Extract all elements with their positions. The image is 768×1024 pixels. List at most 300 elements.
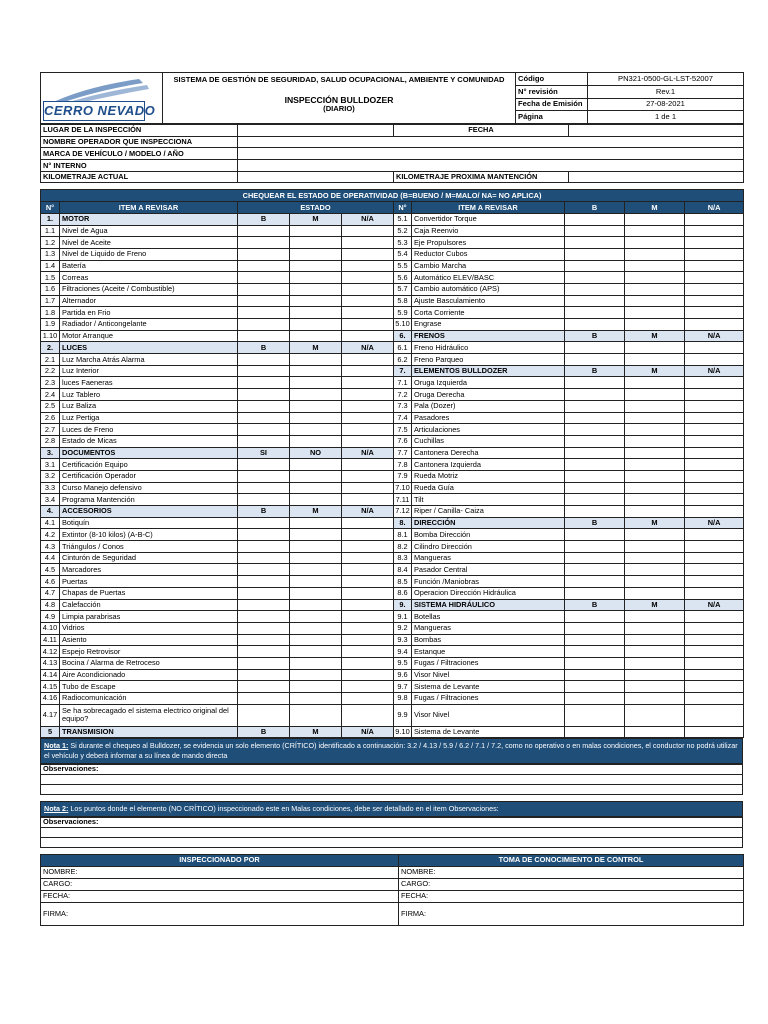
- check-na[interactable]: [342, 330, 394, 342]
- check-m[interactable]: [290, 669, 342, 681]
- check-b[interactable]: [238, 494, 290, 506]
- fecha-label: FECHA: [394, 125, 569, 137]
- check-b[interactable]: [565, 225, 625, 237]
- table-row: [41, 260, 744, 272]
- table-row: [41, 576, 744, 588]
- check-m[interactable]: [625, 494, 685, 506]
- check-b[interactable]: [565, 283, 625, 295]
- check-na[interactable]: [685, 611, 744, 623]
- lugar-field[interactable]: [238, 125, 394, 137]
- check-na[interactable]: [685, 213, 744, 225]
- check-m[interactable]: [290, 599, 342, 611]
- check-b[interactable]: [565, 470, 625, 482]
- check-m[interactable]: [625, 459, 685, 471]
- check-na[interactable]: [342, 704, 394, 726]
- check-b[interactable]: [238, 237, 290, 249]
- check-m[interactable]: [290, 541, 342, 553]
- check-b[interactable]: [238, 400, 290, 412]
- check-m[interactable]: [625, 342, 685, 354]
- check-na[interactable]: [342, 225, 394, 237]
- check-b[interactable]: [238, 260, 290, 272]
- check-m[interactable]: [625, 389, 685, 401]
- check-m[interactable]: [290, 564, 342, 576]
- left-fecha[interactable]: FECHA:: [41, 890, 399, 902]
- check-b[interactable]: [565, 447, 625, 459]
- check-m[interactable]: [290, 693, 342, 705]
- check-na[interactable]: [685, 564, 744, 576]
- check-b[interactable]: [238, 459, 290, 471]
- check-m[interactable]: [290, 248, 342, 260]
- check-na[interactable]: [685, 704, 744, 726]
- right-firma[interactable]: FIRMA:: [399, 902, 744, 925]
- operador-field[interactable]: [238, 136, 744, 148]
- check-na[interactable]: [342, 482, 394, 494]
- check-b[interactable]: [565, 646, 625, 658]
- check-na[interactable]: [342, 424, 394, 436]
- check-na[interactable]: [685, 319, 744, 331]
- check-na[interactable]: [342, 365, 394, 377]
- check-na[interactable]: [342, 517, 394, 529]
- check-na[interactable]: [685, 506, 744, 518]
- check-m[interactable]: [625, 726, 685, 738]
- check-m[interactable]: [290, 225, 342, 237]
- check-b[interactable]: [238, 330, 290, 342]
- check-b[interactable]: [238, 470, 290, 482]
- table-row: [41, 330, 744, 342]
- check-m[interactable]: [290, 587, 342, 599]
- check-m[interactable]: [290, 470, 342, 482]
- check-na[interactable]: [685, 354, 744, 366]
- check-na[interactable]: [685, 272, 744, 284]
- check-na[interactable]: [685, 634, 744, 646]
- check-b[interactable]: [238, 517, 290, 529]
- check-b[interactable]: [238, 354, 290, 366]
- item-number: 9.8: [394, 693, 412, 705]
- check-na[interactable]: [342, 459, 394, 471]
- check-na[interactable]: [685, 726, 744, 738]
- check-m[interactable]: [290, 237, 342, 249]
- check-na[interactable]: [685, 587, 744, 599]
- check-m[interactable]: [290, 412, 342, 424]
- item-number: 5.6: [394, 272, 412, 284]
- check-b[interactable]: [565, 272, 625, 284]
- check-na[interactable]: [685, 494, 744, 506]
- check-m[interactable]: [290, 260, 342, 272]
- check-b[interactable]: [238, 319, 290, 331]
- check-na[interactable]: [685, 237, 744, 249]
- check-na[interactable]: [342, 400, 394, 412]
- item-number: 5.4: [394, 248, 412, 260]
- check-b[interactable]: [565, 494, 625, 506]
- check-na[interactable]: [685, 307, 744, 319]
- check-m[interactable]: [290, 307, 342, 319]
- check-b[interactable]: [565, 576, 625, 588]
- observaciones-field[interactable]: [41, 827, 743, 837]
- check-b[interactable]: [565, 342, 625, 354]
- check-na[interactable]: [685, 424, 744, 436]
- check-b[interactable]: [565, 412, 625, 424]
- check-b[interactable]: [238, 248, 290, 260]
- left-nombre[interactable]: NOMBRE:: [41, 866, 399, 878]
- check-na[interactable]: [685, 435, 744, 447]
- check-m[interactable]: [625, 634, 685, 646]
- check-na[interactable]: [342, 248, 394, 260]
- check-m[interactable]: [625, 552, 685, 564]
- right-cargo[interactable]: CARGO:: [399, 878, 744, 890]
- left-firma[interactable]: FIRMA:: [41, 902, 399, 925]
- check-na[interactable]: [685, 482, 744, 494]
- check-na[interactable]: [342, 435, 394, 447]
- check-b[interactable]: [565, 295, 625, 307]
- check-b[interactable]: [238, 365, 290, 377]
- check-b[interactable]: [565, 693, 625, 705]
- check-m[interactable]: [290, 657, 342, 669]
- item-number: 4.12: [41, 646, 60, 658]
- check-b[interactable]: [565, 587, 625, 599]
- check-b[interactable]: [565, 657, 625, 669]
- check-b[interactable]: [238, 657, 290, 669]
- check-b[interactable]: [565, 622, 625, 634]
- meta-value[interactable]: PN321-0500-GL-LST-52007: [588, 73, 744, 86]
- check-m[interactable]: [290, 482, 342, 494]
- item-number: 8.: [394, 517, 412, 529]
- check-m[interactable]: [625, 657, 685, 669]
- check-na[interactable]: [685, 377, 744, 389]
- check-m[interactable]: [290, 681, 342, 693]
- check-m[interactable]: [290, 611, 342, 623]
- check-b[interactable]: [238, 681, 290, 693]
- check-m[interactable]: [625, 424, 685, 436]
- table-row: [41, 237, 744, 249]
- check-m[interactable]: [290, 319, 342, 331]
- check-b[interactable]: [565, 669, 625, 681]
- check-b[interactable]: [238, 295, 290, 307]
- meta-value[interactable]: 27-08-2021: [588, 98, 744, 111]
- item-number: 4.17: [41, 704, 60, 726]
- check-b[interactable]: [565, 319, 625, 331]
- item-number: 5.3: [394, 237, 412, 249]
- check-na[interactable]: [685, 283, 744, 295]
- check-b[interactable]: [565, 541, 625, 553]
- check-m[interactable]: [290, 377, 342, 389]
- section-col-label: M: [290, 213, 342, 225]
- check-m[interactable]: [625, 541, 685, 553]
- item-number: 7.7: [394, 447, 412, 459]
- check-b[interactable]: [565, 459, 625, 471]
- check-m[interactable]: [290, 459, 342, 471]
- left-cargo[interactable]: CARGO:: [41, 878, 399, 890]
- check-m[interactable]: [290, 622, 342, 634]
- check-na[interactable]: [342, 377, 394, 389]
- check-na[interactable]: [342, 576, 394, 588]
- check-m[interactable]: [625, 225, 685, 237]
- check-m[interactable]: [625, 506, 685, 518]
- observaciones-field[interactable]: [41, 837, 743, 847]
- check-m[interactable]: [290, 330, 342, 342]
- check-m[interactable]: [625, 529, 685, 541]
- check-na[interactable]: [685, 459, 744, 471]
- check-na[interactable]: [342, 529, 394, 541]
- check-b[interactable]: [565, 529, 625, 541]
- check-m[interactable]: [625, 283, 685, 295]
- check-na[interactable]: [685, 529, 744, 541]
- check-b[interactable]: [565, 704, 625, 726]
- check-na[interactable]: [342, 260, 394, 272]
- check-b[interactable]: [238, 611, 290, 623]
- right-fecha[interactable]: FECHA:: [399, 890, 744, 902]
- item-label: Triángulos / Conos: [60, 541, 238, 553]
- item-number: 7.12: [395, 506, 410, 516]
- check-m[interactable]: [625, 470, 685, 482]
- check-b[interactable]: [565, 237, 625, 249]
- check-b[interactable]: [565, 552, 625, 564]
- section-col-label: M: [625, 517, 685, 529]
- check-na[interactable]: [342, 599, 394, 611]
- check-na[interactable]: [685, 693, 744, 705]
- check-b[interactable]: [565, 377, 625, 389]
- item-number: 9.7: [394, 681, 412, 693]
- check-b[interactable]: [565, 681, 625, 693]
- check-na[interactable]: [342, 564, 394, 576]
- check-na[interactable]: [685, 657, 744, 669]
- check-na[interactable]: [685, 260, 744, 272]
- fecha-field[interactable]: [569, 125, 744, 137]
- item-number: 4.11: [41, 634, 60, 646]
- check-b[interactable]: [238, 564, 290, 576]
- check-na[interactable]: [342, 552, 394, 564]
- check-m[interactable]: [625, 564, 685, 576]
- check-b[interactable]: [238, 622, 290, 634]
- check-b[interactable]: [238, 389, 290, 401]
- check-na[interactable]: [342, 681, 394, 693]
- check-b[interactable]: [565, 482, 625, 494]
- check-b[interactable]: [238, 283, 290, 295]
- check-b[interactable]: [565, 634, 625, 646]
- check-na[interactable]: [685, 447, 744, 459]
- interno-field[interactable]: [238, 160, 744, 172]
- check-b[interactable]: [238, 482, 290, 494]
- check-na[interactable]: [342, 272, 394, 284]
- check-m[interactable]: [625, 272, 685, 284]
- check-m[interactable]: [625, 435, 685, 447]
- check-m[interactable]: [290, 365, 342, 377]
- check-m[interactable]: [290, 529, 342, 541]
- observaciones-field[interactable]: [41, 784, 743, 794]
- check-na[interactable]: [342, 541, 394, 553]
- item-number: 1.1: [41, 225, 60, 237]
- check-b[interactable]: [565, 307, 625, 319]
- right-nombre[interactable]: NOMBRE:: [399, 866, 744, 878]
- check-m[interactable]: [625, 237, 685, 249]
- item-label: Cilindro Dirección: [412, 541, 565, 553]
- check-b[interactable]: [565, 611, 625, 623]
- item-number: 4.10: [41, 622, 60, 634]
- meta-value[interactable]: 1 de 1: [588, 111, 744, 124]
- km-proxima-field[interactable]: [569, 171, 744, 183]
- check-na[interactable]: [342, 470, 394, 482]
- item-number: 9.5: [394, 657, 412, 669]
- check-m[interactable]: [625, 377, 685, 389]
- check-m[interactable]: [625, 295, 685, 307]
- check-na[interactable]: [342, 646, 394, 658]
- check-b[interactable]: [238, 377, 290, 389]
- check-m[interactable]: [290, 435, 342, 447]
- check-na[interactable]: [685, 400, 744, 412]
- table-row: [41, 342, 744, 354]
- check-b[interactable]: [238, 552, 290, 564]
- check-na[interactable]: [685, 342, 744, 354]
- km-actual-field[interactable]: [238, 171, 394, 183]
- item-number: 1.5: [41, 272, 60, 284]
- check-m[interactable]: [290, 295, 342, 307]
- check-b[interactable]: [238, 587, 290, 599]
- check-m[interactable]: [625, 400, 685, 412]
- check-na[interactable]: [685, 295, 744, 307]
- check-b[interactable]: [238, 424, 290, 436]
- check-na[interactable]: [685, 412, 744, 424]
- check-m[interactable]: [290, 576, 342, 588]
- check-m[interactable]: [290, 552, 342, 564]
- check-na[interactable]: [685, 681, 744, 693]
- check-m[interactable]: [625, 669, 685, 681]
- checklist-table: [40, 189, 744, 738]
- check-m[interactable]: [625, 307, 685, 319]
- check-m[interactable]: [290, 634, 342, 646]
- check-na[interactable]: [342, 307, 394, 319]
- check-m[interactable]: [625, 576, 685, 588]
- check-b[interactable]: [565, 213, 625, 225]
- check-na[interactable]: [342, 412, 394, 424]
- check-b[interactable]: [238, 634, 290, 646]
- check-m[interactable]: [625, 704, 685, 726]
- check-m[interactable]: [290, 283, 342, 295]
- check-b[interactable]: [238, 646, 290, 658]
- table-row: [41, 529, 744, 541]
- section-title: TRANSMISION: [60, 726, 238, 738]
- check-m[interactable]: [625, 622, 685, 634]
- check-b[interactable]: [565, 354, 625, 366]
- check-b[interactable]: [565, 506, 625, 518]
- item-number: 2.2: [41, 365, 60, 377]
- check-na[interactable]: [342, 622, 394, 634]
- meta-value[interactable]: Rev.1: [588, 85, 744, 98]
- item-label: Filtraciones (Aceite / Combustible): [60, 283, 238, 295]
- check-m[interactable]: [290, 354, 342, 366]
- km-actual-label: KILOMETRAJE ACTUAL: [41, 171, 238, 183]
- check-m[interactable]: [290, 424, 342, 436]
- check-b[interactable]: [565, 400, 625, 412]
- check-m[interactable]: [625, 681, 685, 693]
- check-m[interactable]: [290, 704, 342, 726]
- check-b[interactable]: [238, 272, 290, 284]
- inspeccionado-title: INSPECCIONADO POR: [41, 854, 399, 866]
- check-b[interactable]: [565, 726, 625, 738]
- check-m[interactable]: [625, 213, 685, 225]
- marca-field[interactable]: [238, 148, 744, 160]
- check-na[interactable]: [342, 587, 394, 599]
- item-number: 2.4: [41, 389, 60, 401]
- check-b[interactable]: [238, 599, 290, 611]
- check-b[interactable]: [238, 307, 290, 319]
- check-m[interactable]: [625, 354, 685, 366]
- check-m[interactable]: [290, 494, 342, 506]
- check-b[interactable]: [238, 669, 290, 681]
- table-row: [41, 681, 744, 693]
- check-na[interactable]: [342, 354, 394, 366]
- check-na[interactable]: [685, 389, 744, 401]
- check-m[interactable]: [290, 389, 342, 401]
- check-m[interactable]: [290, 272, 342, 284]
- check-na[interactable]: [342, 657, 394, 669]
- check-m[interactable]: [290, 646, 342, 658]
- check-m[interactable]: [625, 611, 685, 623]
- check-b[interactable]: [238, 704, 290, 726]
- table-row: [41, 657, 744, 669]
- check-na[interactable]: [685, 646, 744, 658]
- check-b[interactable]: [565, 389, 625, 401]
- check-m[interactable]: [625, 248, 685, 260]
- check-b[interactable]: [238, 693, 290, 705]
- check-na[interactable]: [685, 225, 744, 237]
- check-b[interactable]: [238, 529, 290, 541]
- check-na[interactable]: [685, 541, 744, 553]
- check-m[interactable]: [625, 412, 685, 424]
- check-m[interactable]: [625, 693, 685, 705]
- item-number: 7.2: [394, 389, 412, 401]
- check-m[interactable]: [625, 646, 685, 658]
- check-b[interactable]: [238, 541, 290, 553]
- check-na[interactable]: [342, 494, 394, 506]
- check-m[interactable]: [290, 400, 342, 412]
- check-na[interactable]: [342, 283, 394, 295]
- check-m[interactable]: [625, 447, 685, 459]
- check-m[interactable]: [625, 587, 685, 599]
- check-na[interactable]: [685, 470, 744, 482]
- item-label: Cambio automático (APS): [412, 283, 565, 295]
- check-b[interactable]: [238, 412, 290, 424]
- check-m[interactable]: [625, 319, 685, 331]
- check-b[interactable]: [565, 248, 625, 260]
- check-na[interactable]: [342, 669, 394, 681]
- check-na[interactable]: [342, 237, 394, 249]
- check-b[interactable]: [565, 260, 625, 272]
- check-b[interactable]: [238, 225, 290, 237]
- check-na[interactable]: [685, 248, 744, 260]
- item-label: Nivel de Liquido de Freno: [60, 248, 238, 260]
- marca-label: MARCA DE VEHÍCULO / MODELO / AÑO: [41, 148, 238, 160]
- check-m[interactable]: [290, 517, 342, 529]
- check-na[interactable]: [685, 552, 744, 564]
- check-na[interactable]: [342, 295, 394, 307]
- check-b[interactable]: [565, 564, 625, 576]
- check-na[interactable]: [342, 634, 394, 646]
- check-na[interactable]: [342, 611, 394, 623]
- check-na[interactable]: [342, 693, 394, 705]
- observaciones-field[interactable]: [41, 774, 743, 784]
- check-na[interactable]: [342, 319, 394, 331]
- check-b[interactable]: [238, 576, 290, 588]
- check-m[interactable]: [625, 260, 685, 272]
- check-na[interactable]: [685, 622, 744, 634]
- check-b[interactable]: [565, 424, 625, 436]
- check-na[interactable]: [685, 669, 744, 681]
- check-b[interactable]: [565, 435, 625, 447]
- check-na[interactable]: [685, 576, 744, 588]
- item-number: 8.4: [394, 564, 412, 576]
- check-m[interactable]: [625, 482, 685, 494]
- check-b[interactable]: [238, 435, 290, 447]
- check-na[interactable]: [342, 389, 394, 401]
